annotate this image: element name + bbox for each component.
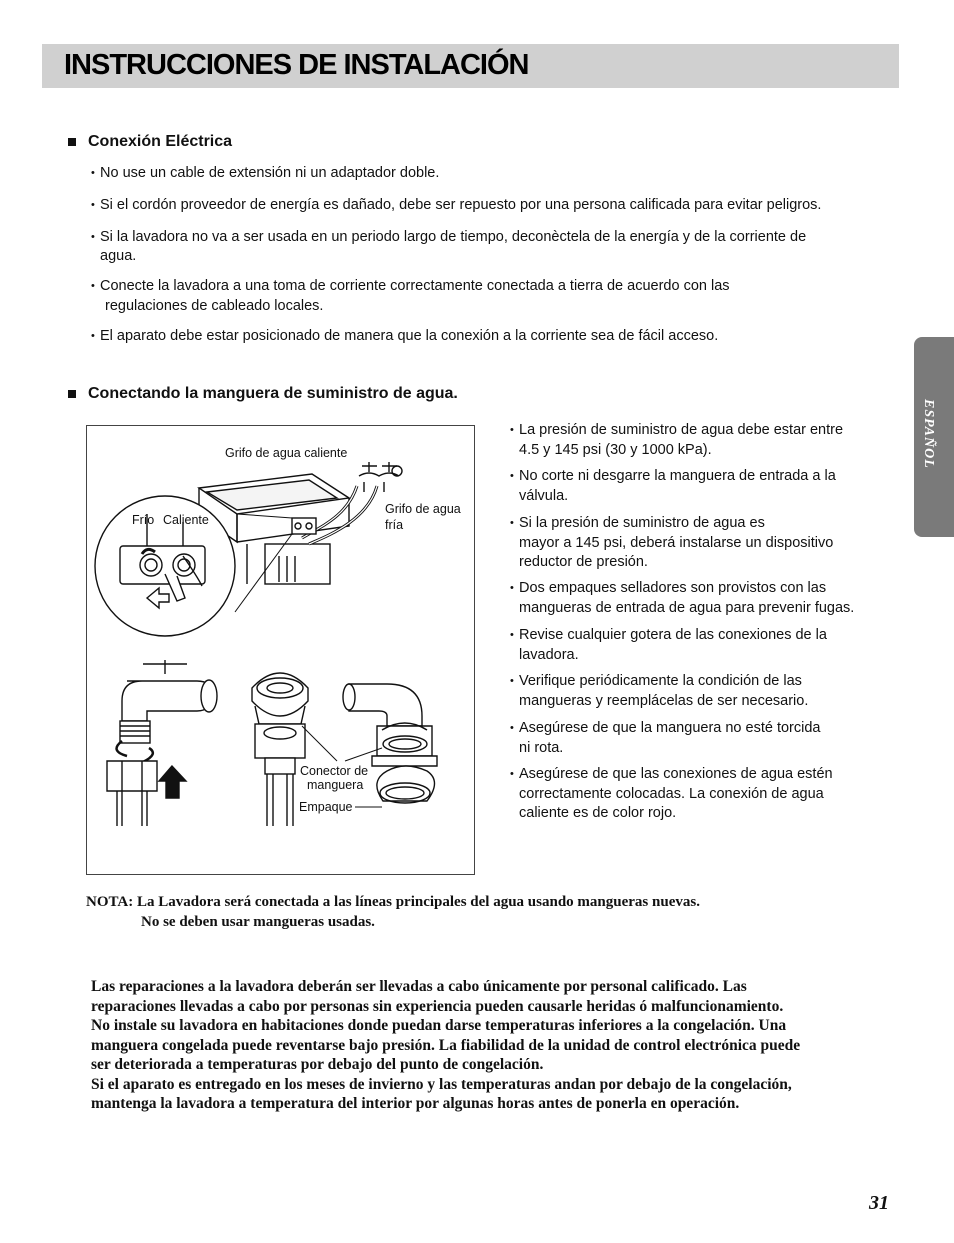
note (86, 892, 700, 932)
hot-tap-label: Grifo de agua caliente (225, 446, 348, 460)
installation-illustration (87, 426, 476, 876)
electrical-heading-text: Conexión Eléctrica (88, 133, 233, 150)
electrical-bullet: • Si la lavadora no va a ser usada en un periodo largo de tiempo, deconèctela de la energía y de la corriente de (91, 228, 806, 248)
language-tab-label: ESPAÑOL (921, 399, 936, 469)
electrical-bullet-continuation: agua. (100, 248, 137, 264)
water-heading (68, 385, 458, 403)
hot-label: Caliente (163, 513, 209, 527)
warning-line: manguera congelada puede reventarse bajo presión. La fiabilidad de la unidad de control electrónica puede (91, 1036, 801, 1054)
installation-figure (86, 425, 475, 875)
cold-tap-label-line2: fría (385, 518, 404, 532)
water-bullet: • La presión de suministro de agua debe estar entre 4.5 y 145 psi (30 y 1000 kPa). (510, 421, 843, 460)
faucet-illustration (107, 660, 217, 826)
square-bullet-icon (68, 138, 76, 146)
water-heading-text: Conectando la manguera de suministro de agua. (88, 385, 458, 402)
gasket-label: Empaque (299, 800, 353, 814)
electrical-bullet-continuation: regulaciones de cableado locales. (105, 298, 324, 314)
warning-line: mantenga la lavadora a temperatura del interior por algunas horas antes de ponerla en operación. (91, 1095, 740, 1112)
note-line-1: NOTA: La Lavadora será conectada a las líneas principales del agua usando mangueras nuevas. (86, 894, 700, 910)
water-bullet: • Asegúrese de que la manguera no esté torcida ni rota. (510, 719, 820, 758)
cold-label: Frío (132, 513, 155, 527)
electrical-heading (68, 133, 232, 151)
water-bullet: • Si la presión de suministro de agua es mayor a 145 psi, deberá instalarse un dispositivo reductor de presión. (510, 514, 833, 573)
warning-line: ser deteriorada a temperaturas por debajo del punto de congelación. (91, 1056, 544, 1073)
note-line-2: No se deben usar mangueras usadas. (141, 914, 375, 930)
repair-warning (91, 977, 891, 1114)
electrical-bullet: • Si el cordón proveedor de energía es dañado, debe ser repuesto por una persona calificada para evitar peligros. (91, 196, 821, 216)
electrical-bullet: • Conecte la lavadora a una toma de corriente correctamente conectada a tierra de acuerdo con las (91, 277, 730, 297)
warning-line: reparaciones llevadas a cabo por personas sin experiencia pueden causarle heridas ó malfuncionamiento. (91, 997, 784, 1015)
title-bar (42, 44, 899, 88)
hose-connector-label-line2: manguera (307, 778, 364, 792)
cold-tap-label-line1: Grifo de agua (385, 502, 461, 516)
square-bullet-icon (68, 390, 76, 398)
page-title: INSTRUCCIONES DE INSTALACIÓN (64, 49, 529, 81)
warning-line: Si el aparato es entregado en los meses de invierno y las temperaturas andan por debajo de la congelación, (91, 1075, 792, 1093)
electrical-bullet: • El aparato debe estar posicionado de manera que la conexión a la corriente sea de fácil acceso. (91, 327, 718, 347)
water-bullet: • Verifique periódicamente la condición de las mangueras y reemplácelas de ser necesario. (510, 672, 808, 711)
language-tab (914, 337, 954, 537)
water-bullet: • Dos empaques selladores son provistos con las mangueras de entrada de agua para prevenir fugas. (510, 579, 854, 618)
hose-connector-label-line1: Conector de (300, 764, 369, 778)
electrical-bullet: • No use un cable de extensión ni un adaptador doble. (91, 164, 439, 184)
water-bullet: • Revise cualquier gotera de las conexiones de la lavadora. (510, 626, 827, 665)
water-bullet: • No corte ni desgarre la manguera de entrada a la válvula. (510, 467, 836, 506)
water-bullet: • Asegúrese de que las conexiones de agua estén correctamente colocadas. La conexión de agua caliente es de color rojo. (510, 765, 833, 824)
warning-line: Las reparaciones a la lavadora deberán ser llevadas a cabo únicamente por personal calificado. Las (91, 978, 747, 995)
page-number: 31 (869, 1192, 889, 1214)
warning-line: No instale su lavadora en habitaciones donde puedan darse temperaturas inferiores a la congelación. Una (91, 1017, 787, 1034)
